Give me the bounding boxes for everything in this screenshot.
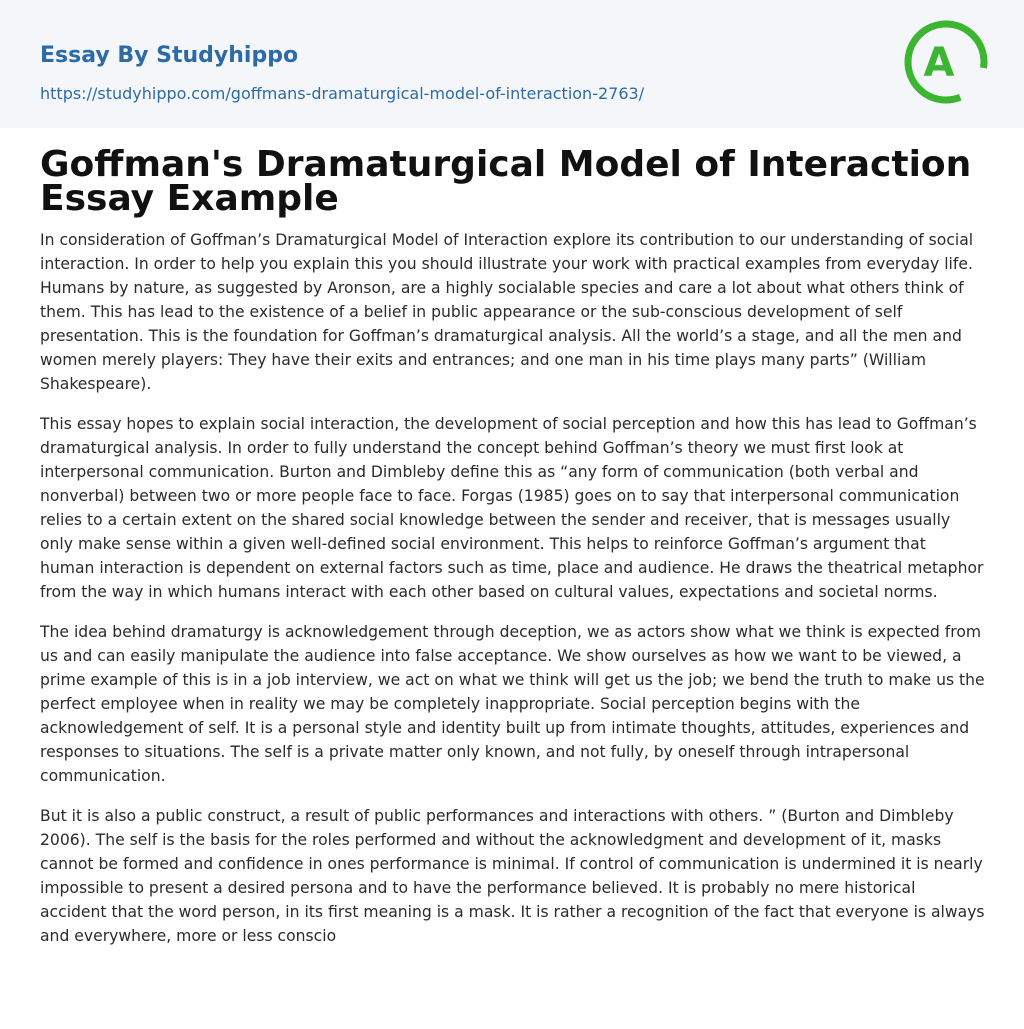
site-header bbox=[0, 0, 1024, 128]
studyhippo-logo-icon[interactable] bbox=[904, 20, 988, 104]
article-paragraph: But it is also a public construct, a result of public performances and interactions with others. ” (Burton and Dimbleby 2006). The self is the basis for the roles performed and without the acknowledgment and development of it, masks cannot be formed and confidence in ones performance is minimal. If control of communication is undermined it is nearly impossible to present a desired persona and to have the performance believed. It is probably no mere historical accident that the word person, in its first meaning is a mask. It is rather a recognition of the fact that everyone is always and everywhere, more or less conscio bbox=[40, 807, 985, 945]
article-content bbox=[40, 144, 985, 964]
article-title: Goffman's Dramaturgical Model of Interaction Essay Example bbox=[40, 144, 972, 219]
essay-url-link[interactable]: https://studyhippo.com/goffmans-dramaturgical-model-of-interaction-2763/ bbox=[40, 84, 645, 103]
article-paragraph: This essay hopes to explain social interaction, the development of social perception and how this has lead to Goffman’s dramaturgical analysis. In order to fully understand the concept behind Goffman’s theory we must first look at interpersonal communication. Burton and Dimbleby define this as “any form of communication (both verbal and nonverbal) between two or more people face to face. Forgas (1985) goes on to say that interpersonal communication relies to a certain extent on the shared social knowledge between the sender and receiver, that is messages usually only make sense within a given well-defined social environment. This helps to reinforce Goffman’s argument that human interaction is dependent on external factors such as time, place and audience. He draws the theatrical metaphor from the way in which humans interact with each other based on cultural values, expectations and societal norms. bbox=[40, 415, 984, 601]
site-brand-title[interactable]: Essay By Studyhippo bbox=[40, 43, 299, 68]
article-paragraph: In consideration of Goffman’s Dramaturgical Model of Interaction explore its contribution to our understanding of social interaction. In order to help you explain this you should illustrate your work with practical examples from everyday life. Humans by nature, as suggested by Aronson, are a highly socialable species and care a lot about what others think of them. This has lead to the existence of a belief in public appearance or the sub-conscious development of self presentation. This is the foundation for Goffman’s dramaturgical analysis. All the world’s a stage, and all the men and women merely players: They have their exits and entrances; and one man in his time plays many parts” (William Shakespeare). bbox=[40, 231, 974, 393]
article-paragraph: The idea behind dramaturgy is acknowledgement through deception, we as actors show what we think is expected from us and can easily manipulate the audience into false acceptance. We show ourselves as how we want to be viewed, a prime example of this is in a job interview, we act on what we think will get us the job; we bend the truth to make us the perfect employee when in reality we may be completely inappropriate. Social perception begins with the acknowledgement of self. It is a personal style and identity built up from intimate thoughts, attitudes, experiences and responses to situations. The self is a private matter only known, and not fully, by oneself through intrapersonal communication. bbox=[40, 623, 985, 785]
logo-letter: A bbox=[923, 40, 955, 86]
